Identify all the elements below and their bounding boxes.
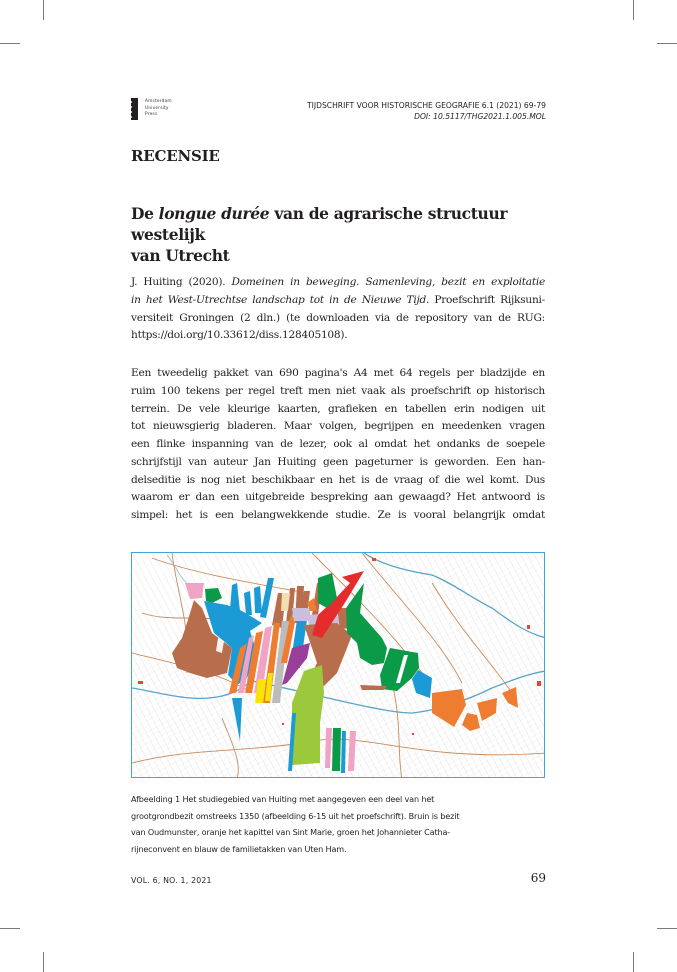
crop-mark-br-v bbox=[633, 952, 634, 972]
section-label: RECENSIE bbox=[131, 147, 220, 165]
article-title bbox=[131, 203, 561, 266]
page-number: 69 bbox=[530, 871, 546, 885]
body-line: een flinke inspanning van de lezer, ook al omdat het ondanks de soepele bbox=[131, 438, 545, 450]
caption-line: grootgrondbezit omstreeks 1350 (afbeelding 6-15 uit het proefschrift). Bruin is bezit bbox=[131, 810, 460, 821]
title-text: van Utrecht bbox=[131, 246, 230, 265]
body-line: simpel: het is een belangwekkende studie. Ze is vooral belangrijk omdat bbox=[131, 509, 545, 521]
body-line: terrein. De vele kleurige kaarten, grafieken en tabellen erin nodigen uit bbox=[131, 402, 545, 415]
publisher-name bbox=[145, 99, 172, 119]
publisher-logo bbox=[131, 98, 181, 120]
body-line: ruim 100 tekens per regel treft men niet vaak als proefschrift op historisch bbox=[131, 384, 545, 397]
crop-mark-br-h bbox=[657, 928, 677, 929]
journal-citation: TIJDSCHRIFT VOOR HISTORISCHE GEOGRAFIE 6.1 (2021) 69-79 bbox=[307, 101, 546, 110]
title-text: De bbox=[131, 204, 159, 223]
reference-title: Domeinen in beweging. Samenleving, bezit en exploitatie bbox=[231, 276, 546, 288]
crop-mark-tr-h bbox=[657, 43, 677, 44]
crop-mark-tr-v bbox=[633, 0, 634, 20]
title-text: van de agrarische structuur westelijk bbox=[131, 204, 508, 244]
publisher-name-line: Amsterdam bbox=[145, 99, 172, 104]
reference-line: versiteit Groningen (2 dln.) (te downloaden via de repository van de RUG: bbox=[131, 311, 545, 324]
map-image bbox=[132, 553, 545, 778]
crop-mark-bl-h bbox=[0, 928, 20, 929]
publisher-name-line: Press bbox=[145, 112, 158, 118]
doi-link[interactable]: DOI: 10.5117/THG2021.1.005.MOL bbox=[414, 112, 546, 121]
crop-mark-bl-v bbox=[43, 952, 44, 972]
caption-line: van Oudmunster, oranje het kapittel van Sint Marie, groen het Johannieter Catha- bbox=[131, 827, 451, 838]
reference-line bbox=[131, 292, 545, 310]
reference-line bbox=[131, 274, 545, 292]
reference-author: J. Huiting (2020). bbox=[131, 276, 232, 288]
body-line: waarom er dan een uitgebreide bespreking aan gewaagd? Het antwoord is bbox=[131, 491, 545, 504]
body-paragraph bbox=[131, 365, 545, 525]
figure-land-ownership-map bbox=[131, 552, 545, 778]
journal-header bbox=[307, 100, 546, 122]
body-line: Een tweedelig pakket van 690 pagina's A4 met 64 regels per bladzijde en bbox=[131, 367, 545, 379]
crop-mark-tl-v bbox=[43, 0, 44, 20]
title-italic-text: longue durée bbox=[158, 204, 270, 223]
body-line: delseditie is nog niet beschikbaar en het is de vraag of die wel komt. Dus bbox=[131, 473, 545, 486]
footer-volume: VOL. 6, NO. 1, 2021 bbox=[131, 876, 212, 885]
book-reference bbox=[131, 274, 545, 345]
caption-line: rijneconvent en blauw de familietakken van Uten Ham. bbox=[131, 844, 347, 855]
crop-mark-tl-h bbox=[0, 43, 20, 44]
caption-line: Afbeelding 1 Het studiegebied van Huiting met aangegeven een deel van het bbox=[131, 794, 435, 804]
body-line: tot nieuwsgierig bladeren. Maar volgen, begrijpen en meedenken vragen bbox=[131, 420, 545, 433]
reference-doi-link[interactable]: https://doi.org/10.33612/diss.128405108). bbox=[131, 329, 348, 342]
reference-text: Proefschrift Rijksuni- bbox=[429, 293, 545, 306]
body-line: schrijfstijl van auteur Jan Huiting geen pageturner is geworden. Een han- bbox=[131, 455, 545, 468]
reference-title: in het West-Utrechtse landschap tot in de Nieuwe Tijd. bbox=[131, 293, 430, 306]
figure-caption bbox=[131, 791, 545, 858]
logo-mark-icon bbox=[131, 98, 138, 120]
publisher-name-line: University bbox=[145, 105, 169, 111]
